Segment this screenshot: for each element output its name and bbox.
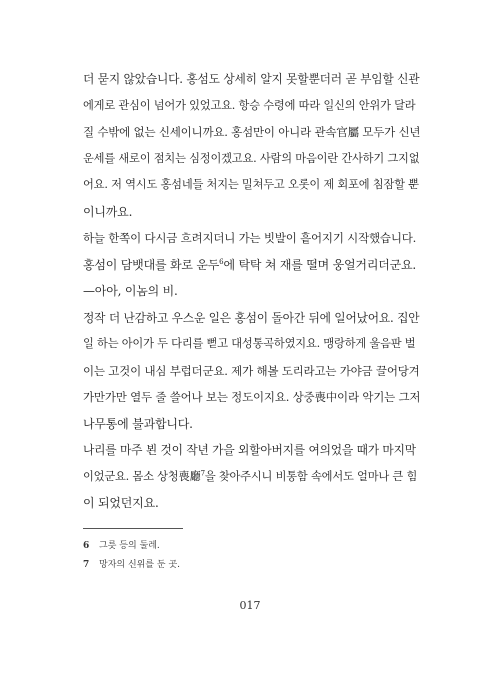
footnote-text: 망자의 신위를 둔 곳. [99,560,180,570]
text-line: 어요. 저 역시도 홍섬네들 처지는 밀쳐두고 오롯이 제 회포에 침잠할 뿐 [83,178,419,191]
page-number: 017 [239,599,261,612]
text-line [83,464,421,491]
text-line: 에게로 관심이 넘어가 있었고요. 항승 수령에 따라 일신의 안위가 달라 [83,98,416,112]
body-text [83,66,421,517]
text-line: 이는 고것이 내심 부럽더군요. 제가 해볼 도리라고는 가야금 끌어당겨 [83,363,420,378]
text-line: —아아, 이놈의 비. [83,284,178,298]
text-line: 이 되었던지요. [83,496,159,510]
text-fragment: 이었군요. 몸소 상청喪廳 [83,469,201,483]
footnote [83,537,421,556]
paragraph [83,66,421,225]
text-line: 이니까요. [83,204,133,219]
footnote-ref: 7 [200,468,205,477]
footnote-ref: 6 [219,257,224,266]
text-line: 일 하는 아이가 두 다리를 뻗고 대성통곡하였지요. 맹랑하게 울음판 벌 [83,337,416,350]
paragraph [83,437,421,517]
footnote-divider [83,528,183,529]
footnote-text: 그릇 등의 둘레. [99,541,160,551]
text-line: 정작 더 난감하고 우스운 일은 홍섬이 돌아간 뒤에 일어났어요. 집안 [83,310,420,325]
text-line: 질 수밖에 없는 신세이니까요. 홍섬만이 아니라 관속官屬 모두가 신년 [83,125,421,139]
paragraph [83,305,421,438]
footnote [83,556,421,575]
text-line: 더 묻지 않았습니다. 홍섬도 상세히 알지 못할뿐더러 곧 부임할 신관 [83,72,420,86]
text-line [83,252,421,279]
text-line: 가만가만 열두 줄 쓸어나 보는 정도이지요. 상중喪中이라 악기는 그저 [83,390,421,404]
footnote-number: 7 [83,560,90,570]
footnotes [83,537,421,575]
footnote-number: 6 [83,541,90,551]
text-fragment: 에 탁탁 쳐 재를 떨며 웅얼거리더군요. [223,257,417,272]
text-line: 나무통에 불과합니다. [83,416,193,431]
text-line: 하늘 한쪽이 다시금 흐려지더니 가는 빗발이 흩어지기 시작했습니다. [83,231,417,245]
text-fragment: 홍섬이 담뱃대를 화로 운두 [83,257,220,272]
text-line: 나리를 마주 뵌 것이 작년 가을 외할아버지를 여의었을 때가 마지막 [83,443,416,457]
paragraph [83,278,421,305]
paragraph [83,225,421,278]
text-line: 운세를 새로이 점치는 심정이겠고요. 사람의 마음이란 간사하기 그지없 [83,151,420,165]
text-fragment: 을 찾아주시니 비통함 속에서도 얼마나 큰 힘 [204,469,418,483]
